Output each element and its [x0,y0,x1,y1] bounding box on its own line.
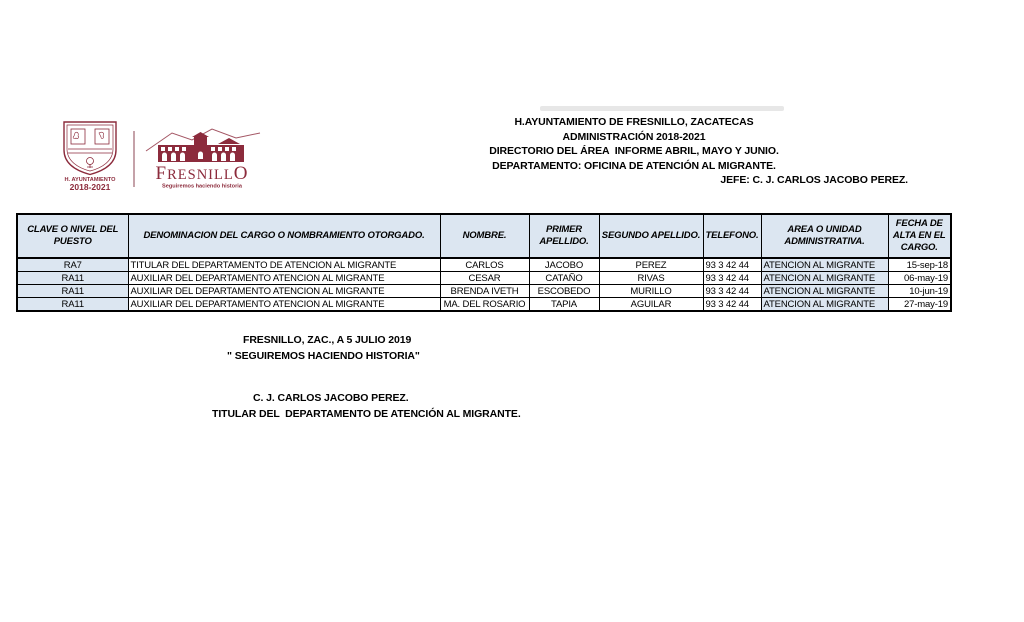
table-cell: ATENCION AL MIGRANTE [761,258,888,272]
table-cell: MA. DEL ROSARIO [440,298,529,312]
heading-directory: DIRECTORIO DEL ÁREA INFORME ABRIL, MAYO Y JUNIO. [489,145,779,157]
column-header: CLAVE O NIVEL DEL PUESTO [17,214,128,258]
scan-smudge-artifact [540,106,784,111]
table-cell: MURILLO [599,285,703,298]
logo-divider [133,131,135,187]
column-header: FECHA DE ALTA EN EL CARGO. [888,214,951,258]
table-cell: AGUILAR [599,298,703,312]
table-row [17,285,951,298]
table-cell: RA11 [17,298,128,312]
table-cell: BRENDA IVETH [440,285,529,298]
column-header: TELEFONO. [703,214,761,258]
heading-institution: H.AYUNTAMIENTO DE FRESNILLO, ZACATECAS [514,116,754,128]
table-row [17,258,951,272]
column-header: DENOMINACION DEL CARGO O NOMBRAMIENTO OTORGADO. [128,214,440,258]
heading-chief: JEFE: C. J. CARLOS JACOBO PEREZ. [720,174,908,186]
column-header: SEGUNDO APELLIDO. [599,214,703,258]
directory-table-header [17,214,951,258]
table-cell: RA11 [17,272,128,285]
table-row [17,272,951,285]
column-header: NOMBRE. [440,214,529,258]
directory-table [16,213,952,312]
heading-department: DEPARTAMENTO: OFICINA DE ATENCIÓN AL MIGRANTE. [492,159,776,172]
table-cell: RA7 [17,258,128,272]
document-heading [360,115,908,188]
table-cell: TAPIA [529,298,599,312]
table-cell: PEREZ [599,258,703,272]
column-header: AREA O UNIDAD ADMINISTRATIVA. [761,214,888,258]
fresnillo-logo [140,126,266,194]
crest-caption-line2: 2018-2021 [69,182,111,192]
fresnillo-tagline: Seguiremos haciendo historia [162,183,242,190]
signature-title: TITULAR DEL DEPARTAMENTO DE ATENCIÓN AL MIGRANTE. [212,408,521,420]
column-header: PRIMER APELLIDO. [529,214,599,258]
fresnillo-wordmark: FRESNILLO [155,163,249,184]
table-cell: AUXILIAR DEL DEPARTAMENTO ATENCION AL MIGRANTE [128,298,440,312]
table-cell: RA11 [17,285,128,298]
municipal-crest-logo [58,120,122,194]
table-cell: 93 3 42 44 [703,272,761,285]
table-cell: RIVAS [599,272,703,285]
crest-caption-line1: H. AYUNTAMIENTO [64,177,116,183]
table-cell: CARLOS [440,258,529,272]
table-cell: 10-jun-19 [888,285,951,298]
table-cell: AUXILIAR DEL DEPARTAMENTO ATENCION AL MIGRANTE [128,272,440,285]
heading-administration: ADMINISTRACIÓN 2018-2021 [562,130,706,143]
footer-place-date: FRESNILLO, ZAC., A 5 JULIO 2019 [243,334,412,346]
table-cell: AUXILIAR DEL DEPARTAMENTO ATENCION AL MIGRANTE [128,285,440,298]
table-row [17,298,951,312]
table-cell: ATENCION AL MIGRANTE [761,298,888,312]
table-cell: 93 3 42 44 [703,285,761,298]
table-cell: ATENCION AL MIGRANTE [761,285,888,298]
table-cell: JACOBO [529,258,599,272]
table-cell: 93 3 42 44 [703,298,761,312]
table-cell: 06-may-19 [888,272,951,285]
table-cell: CESAR [440,272,529,285]
table-cell: 93 3 42 44 [703,258,761,272]
table-cell: ESCOBEDO [529,285,599,298]
table-cell: TITULAR DEL DEPARTAMENTO DE ATENCION AL MIGRANTE [128,258,440,272]
signature-name: C. J. CARLOS JACOBO PEREZ. [253,392,409,404]
table-cell: ATENCION AL MIGRANTE [761,272,888,285]
table-cell: 27-may-19 [888,298,951,312]
table-cell: CATAÑO [529,272,599,285]
footer-slogan: " SEGUIREMOS HACIENDO HISTORIA" [227,350,420,362]
table-cell: 15-sep-18 [888,258,951,272]
